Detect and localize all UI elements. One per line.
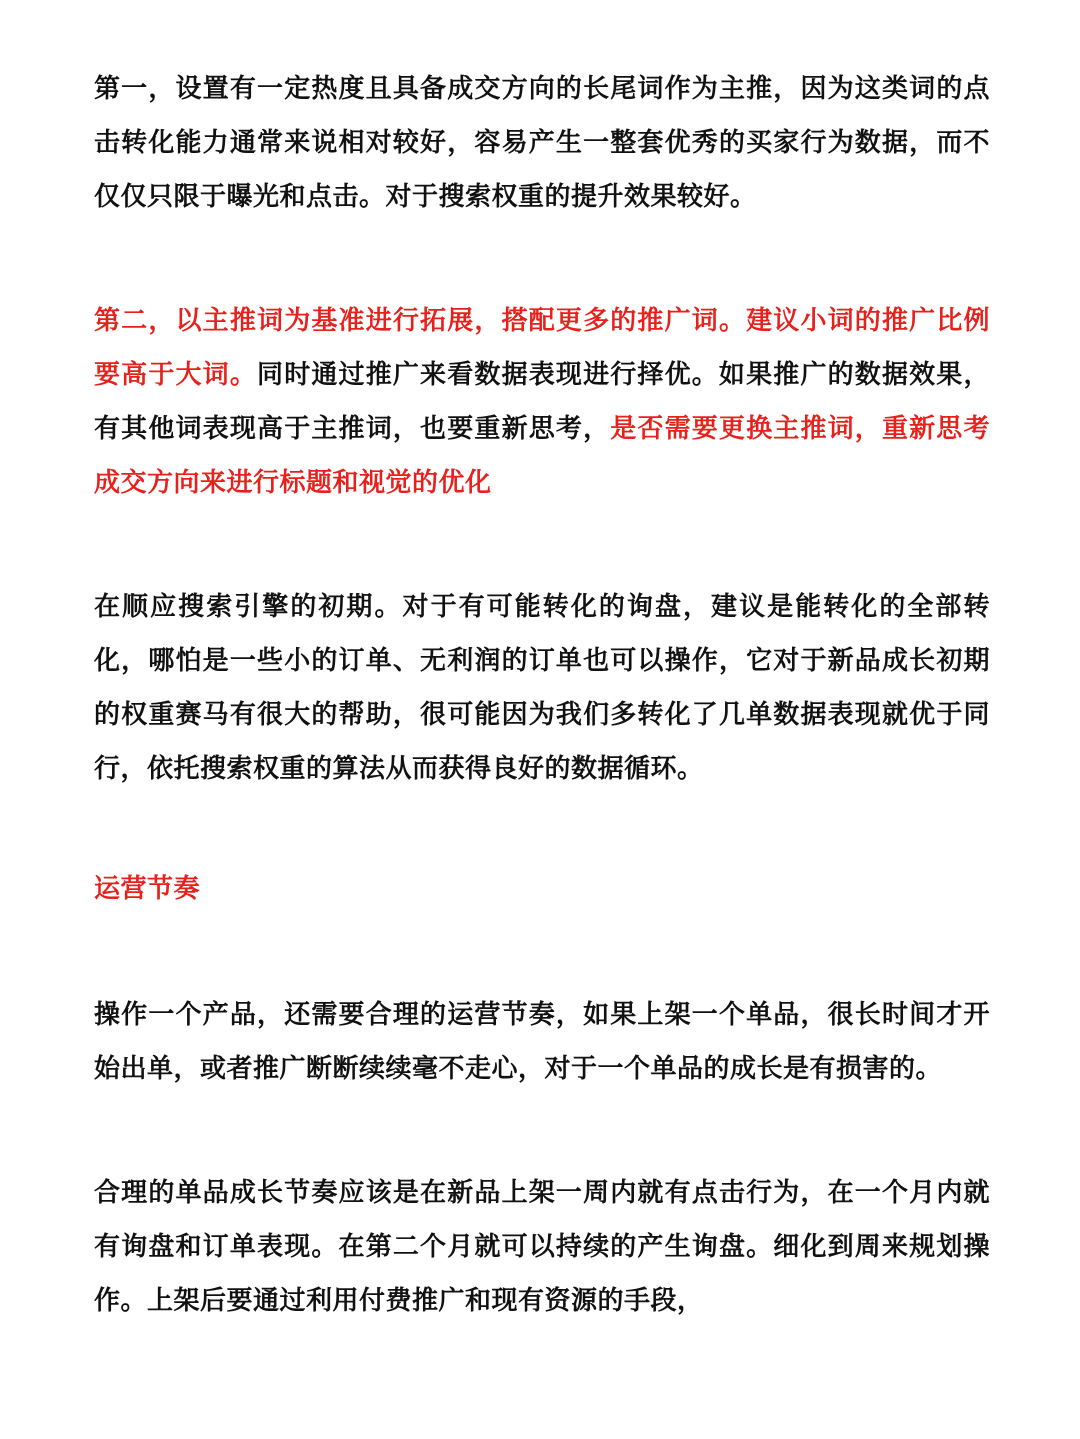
paragraph-main-keyword-strategy <box>94 62 990 224</box>
paragraph-text: 操作一个产品，还需要合理的运营节奏，如果上架一个单品，很长时间才开始出单，或者推广断断续续毫不走心，对于一个单品的成长是有损害的。 <box>94 1000 990 1084</box>
paragraph-operation-rhythm <box>94 988 990 1096</box>
highlighted-text: 第二，以主推词为基准进行拓展，搭配更多的推广词。建议小词的推广比例要高于大词。 <box>94 306 990 390</box>
paragraph-keyword-expansion <box>94 294 990 510</box>
paragraph-text: 同时通过推广来看数据表现进行择优。如果推广的数据效果，有其他词表现高于主推词，也要重新思考， <box>94 360 990 444</box>
paragraph-text: 合理的单品成长节奏应该是在新品上架一周内就有点击行为，在一个月内就有询盘和订单表现。在第二个月就可以持续的产生询盘。细化到周来规划操作。上架后要通过利用付费推广和现有资源的手段， <box>94 1178 990 1316</box>
section-heading-operation-rhythm <box>94 862 990 916</box>
paragraph-text: 在顺应搜索引擎的初期。对于有可能转化的询盘，建议是能转化的全部转化，哪怕是一些小的订单、无利润的订单也可以操作，它对于新品成长初期的权重赛马有很大的帮助，很可能因为我们多转化了几单数据表现就优于同行，依托搜索权重的算法从而获得良好的数据循环。 <box>94 592 990 784</box>
paragraph-text: 第一，设置有一定热度且具备成交方向的长尾词作为主推，因为这类词的点击转化能力通常来说相对较好，容易产生一整套优秀的买家行为数据，而不仅仅只限于曝光和点击。对于搜索权重的提升效果较好。 <box>94 74 990 212</box>
section-heading-text: 运营节奏 <box>94 874 201 904</box>
paragraph-growth-timeline <box>94 1166 990 1328</box>
highlighted-text: 是否需要更换主推词，重新思考成交方向来进行标题和视觉的优化 <box>94 414 990 498</box>
paragraph-early-conversion <box>94 580 990 796</box>
